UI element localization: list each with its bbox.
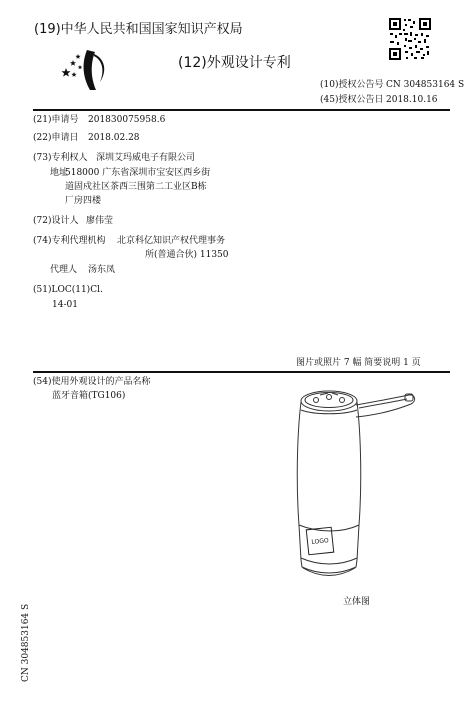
- agent: 汤东凤: [88, 265, 116, 275]
- issuing-authority: (19)中华人民共和国国家知识产权局: [34, 22, 243, 37]
- patentee: 深圳艾玛威电子有限公司: [96, 153, 196, 163]
- filing-date: 2018.02.28: [88, 133, 140, 143]
- figure-caption: 立体图: [343, 597, 371, 607]
- biblio-rule: [33, 371, 450, 373]
- application-number: 201830075958.6: [88, 115, 166, 125]
- filing-date-label: (22)申请日: [33, 133, 79, 143]
- agency-line-2: 所(普通合伙) 11350: [145, 250, 229, 260]
- grant-date-label: (45)授权公告日: [320, 95, 384, 105]
- loc-class-label: (51)LOC(11)Cl.: [33, 285, 103, 295]
- cnipa-emblem: [60, 48, 112, 92]
- address-label: 地址: [50, 168, 69, 178]
- agency-label: (74)专利代理机构: [33, 236, 106, 246]
- agent-label: 代理人: [50, 265, 78, 275]
- designer: 廖伟莹: [86, 216, 114, 226]
- grant-number: CN 304853164 S: [386, 80, 465, 90]
- address-line-3: 厂房四楼: [65, 196, 102, 206]
- document-type: (12)外观设计专利: [178, 55, 291, 71]
- patentee-label: (73)专利权人: [33, 153, 88, 163]
- side-publication-number: CN 304853164 S: [21, 603, 31, 682]
- qr-code: [388, 17, 432, 61]
- application-number-label: (21)申请号: [33, 115, 79, 125]
- header-rule: [33, 109, 450, 111]
- speaker-drawing: [284, 375, 434, 595]
- logo-plate: [306, 527, 335, 556]
- address-line-1: 518000 广东省深圳市宝安区西乡街: [65, 168, 211, 178]
- logo-text: LOGO: [311, 536, 329, 546]
- grant-number-label: (10)授权公告号: [320, 80, 384, 90]
- designer-label: (72)设计人: [33, 216, 79, 226]
- product-name-label: (54)使用外观设计的产品名称: [33, 377, 151, 387]
- grant-date: 2018.10.16: [386, 95, 438, 105]
- product-name: 蓝牙音箱(TG106): [52, 391, 126, 401]
- agency-line-1: 北京科亿知识产权代理事务: [117, 236, 226, 246]
- figure-count-info: 图片或照片 7 幅 简要说明 1 页: [296, 358, 421, 368]
- loc-class-value: 14-01: [52, 300, 78, 310]
- address-line-2: 道固戍社区茶西三围第二工业区B栋: [65, 182, 207, 192]
